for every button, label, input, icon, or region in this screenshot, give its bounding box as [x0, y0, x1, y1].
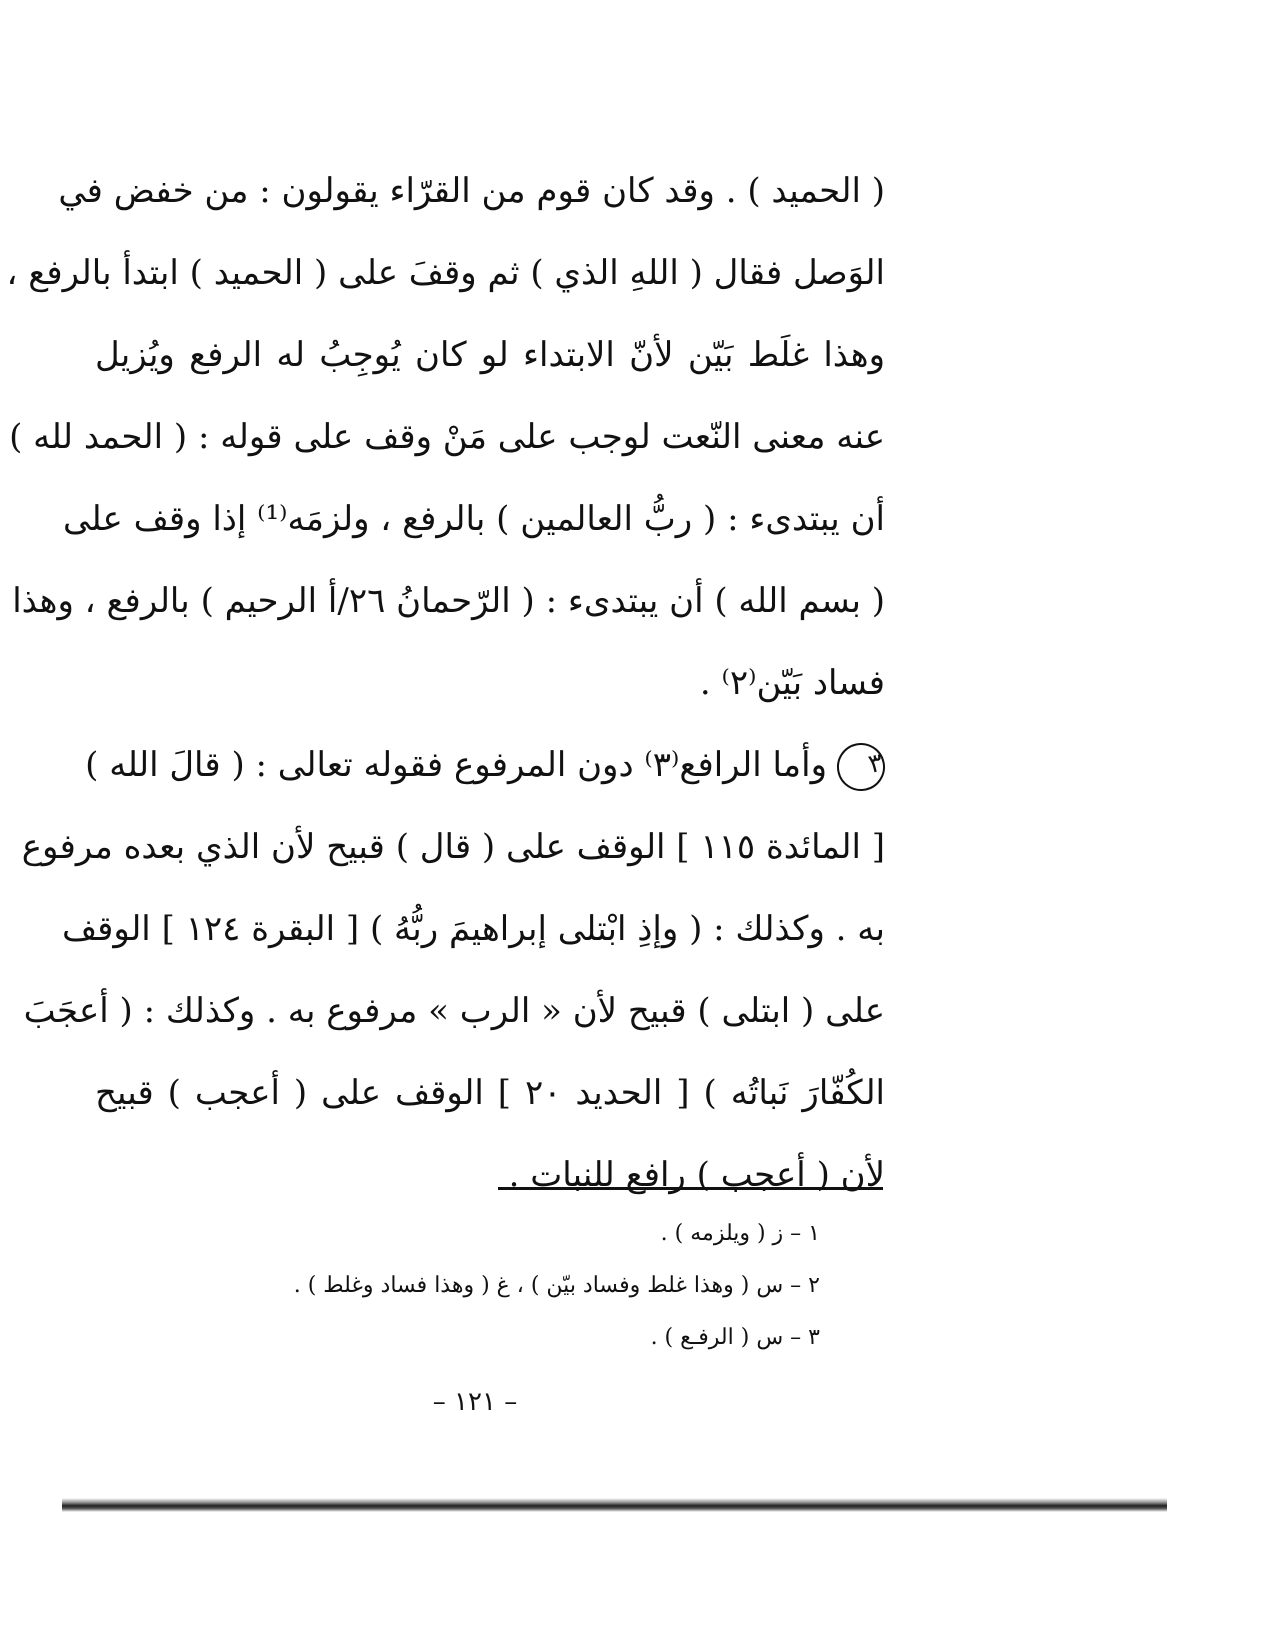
footnote-2: ٢ – س ( وهذا غلط وفساد بيّن ) ، غ ( وهذا فساد وغلط ) . — [293, 1273, 820, 1298]
text-line-2: الوَصل فقال ( اللهِ الذي ) ثم وقفَ على ( الحميد ) ابتدأ بالرفع ، — [6, 253, 885, 293]
text-line-8-content: وأما الرافع⁽٣⁾ دون المرفوع فقوله تعالى : ( قالَ الله ) — [85, 745, 827, 785]
text-line-12: الكُفّارَ نَباتُه ) [ الحديد ٢٠ ] الوقف على ( أعجب ) قبيح — [95, 1073, 885, 1113]
text-line-1: ( الحميد ) . وقد كان قوم من القرّاء يقولون : من خفض في — [58, 171, 885, 211]
text-line-3: وهذا غلَط بَيّن لأنّ الابتداء لو كان يُوجِبُ له الرفع ويُزيل — [95, 335, 885, 375]
text-line-10: به . وكذلك : ( وإذِ ابْتلى إبراهيمَ ربُّهُ ) [ البقرة ١٢٤ ] الوقف — [61, 909, 885, 949]
text-line-5: أن يبتدىء : ( ربُّ العالمين ) بالرفع ، ولزمَه⁽¹⁾ إذا وقف على — [62, 499, 885, 539]
text-line-6: ( بسم الله ) أن يبتدىء : ( الرّحمانُ ٢٦/أ الرحيم ) بالرفع ، وهذا — [12, 581, 885, 621]
text-line-8 — [85, 724, 886, 806]
footnote-3: ٣ – س ( الرفـع ) . — [650, 1325, 820, 1350]
page-number: – ١٢١ – — [432, 1387, 518, 1417]
paragraph-number-mark: ٣ — [833, 739, 890, 796]
footnote-separator — [498, 1187, 883, 1190]
text-line-11: على ( ابتلى ) قبيح لأن « الرب » مرفوع به . وكذلك : ( أعجَبَ — [23, 991, 885, 1031]
text-line-4: عنه معنى النّعت لوجب على مَنْ وقف على قوله : ( الحمد لله ) — [9, 417, 885, 457]
text-line-9: [ المائدة ١١٥ ] الوقف على ( قال ) قبيح لأن الذي بعده مرفوع — [21, 827, 885, 867]
text-line-13: لأن ( أعجب ) رافع للنبات . — [508, 1155, 885, 1195]
footnote-1: ١ – ز ( ويلزمه ) . — [660, 1221, 820, 1246]
text-line-7: فساد بَيّن⁽٢⁾ . — [699, 663, 885, 703]
scan-edge-line — [62, 1498, 1167, 1512]
main-text — [6, 150, 886, 1216]
footnotes — [150, 1208, 820, 1364]
